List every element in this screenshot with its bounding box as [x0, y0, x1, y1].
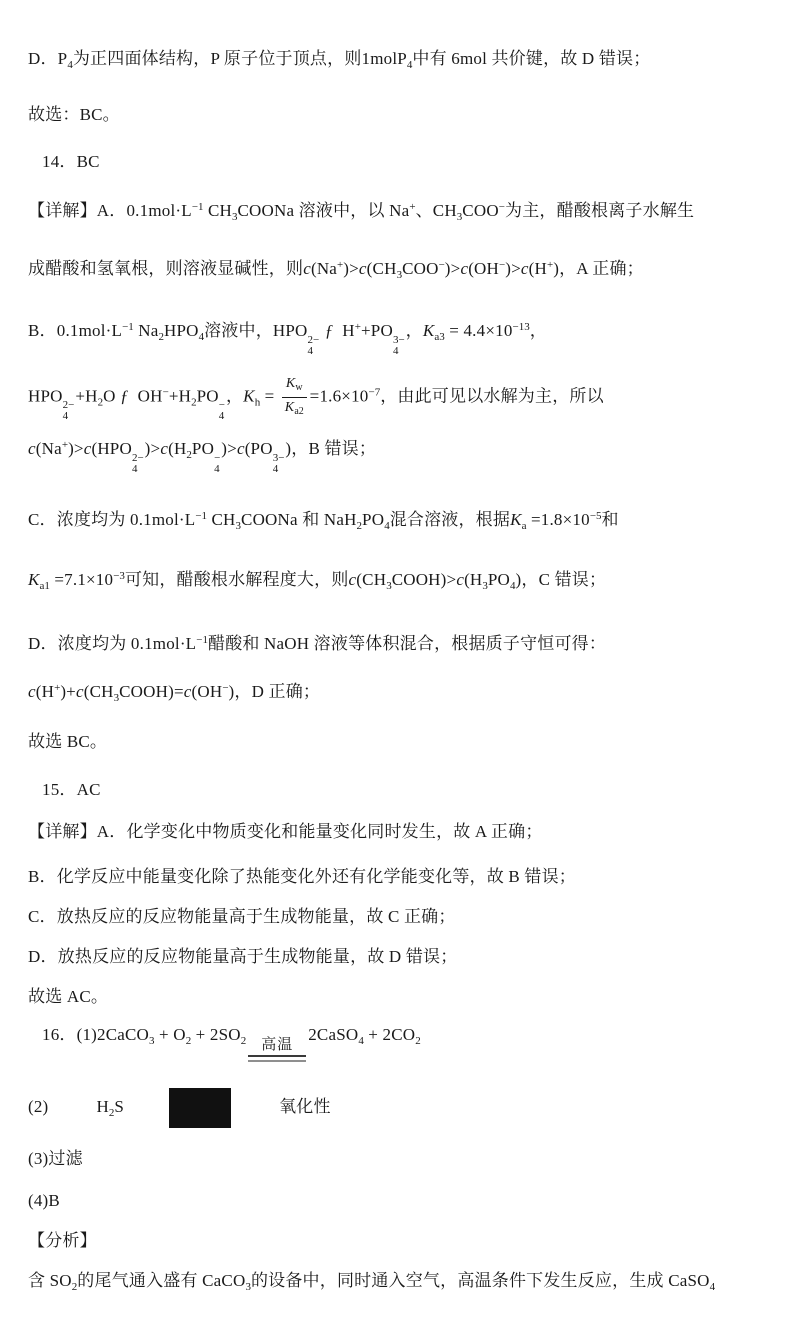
fraction-denominator	[285, 398, 304, 420]
fraction-numerator	[282, 375, 307, 398]
q16-part4-line: (4)B	[28, 1191, 60, 1211]
italic-math-symbol: K	[284, 400, 295, 415]
q16-part1-equation-line: 16．(1)2CaCO$_3$ + $O_2 + 2SO_2$ 高温 2CaSO$_4$ + $2CO_2$	[28, 1022, 770, 1062]
stacked-sub-sup	[273, 453, 285, 475]
italic-math-symbol: c	[236, 439, 245, 459]
stacked-superscript: −	[218, 399, 225, 412]
q15-answer-line: 15．AC	[42, 780, 101, 800]
q13-answer-line: 故选：BC。	[28, 105, 120, 124]
stacked-subscript: 4	[218, 410, 225, 423]
q14-detail-c-line2: $K_{a1} =7.1\times 10^{-3}$可知，醋酸根水解程度大，则$c(CH_3COOH)>c(H_3PO_4)$，C 错误；	[28, 570, 607, 593]
italic-math-symbol: c	[75, 682, 84, 702]
subscript: 4	[384, 520, 390, 533]
superscript: −13	[512, 321, 530, 333]
superscript: −	[438, 259, 445, 271]
q14-detail-b-line3: c(Na+)>c(HPO 2− 4 )$>c(H_2PO$ − 4 )>c(PO 3− 4 )，B 错误；	[28, 439, 377, 476]
subscript: 3	[456, 211, 463, 223]
subscript: 4	[709, 1281, 716, 1294]
superscript: +	[61, 439, 69, 452]
q14-answer-line: 14．BC	[42, 152, 100, 171]
stacked-subscript: 4	[131, 463, 138, 476]
stacked-sub-sup	[132, 453, 144, 475]
stacked-subscript: 4	[62, 410, 69, 423]
q16-analysis-line: 含 $SO_2$的尾气通入盛有 CaCO$_3$的设备中，同时通入空气，高温条件下发生反应，生成 CaSO$_4$	[28, 1271, 716, 1294]
q14-conclusion-line: 故选 BC。	[28, 732, 108, 752]
stacked-superscript: 3−	[392, 334, 405, 346]
subscript: 4	[406, 59, 413, 71]
superscript: +	[54, 682, 61, 695]
q14-detail-c-line1: C．浓度均为 $0.1mol\cdot L^{-1}$ $CH_3COONa$ 和 $NaH_2PO_4$混合溶液，根据$K_a =1.8\times 10^{-5}$和	[28, 510, 619, 533]
italic-math-symbol: ƒ	[120, 386, 129, 406]
stacked-superscript: 3−	[272, 452, 285, 465]
italic-math-symbol: c	[183, 682, 192, 702]
italic-math-symbol: K	[422, 321, 435, 340]
q16-analysis-heading: 【分析】	[28, 1231, 97, 1251]
subscript: 2	[191, 396, 197, 409]
subscript: 4	[67, 59, 73, 71]
superscript: −5	[589, 510, 602, 523]
subscript: 4	[198, 331, 205, 343]
subscript: 2	[356, 520, 363, 533]
superscript: −1	[195, 510, 208, 523]
subscript: 3	[386, 580, 392, 593]
italic-math-symbol: K	[510, 510, 522, 530]
q14-detail-b-line1: B．$0.1mol\cdot L^{-1}$ $Na_2HPO_4$溶液中，HPO 2− 4 ƒ H++PO 3− 4 ，$K_{a3} = 4.4\times 10^{-13}$，	[28, 321, 547, 357]
superscript: −	[222, 682, 229, 695]
stacked-subscript: 4	[392, 345, 399, 357]
q14-detail-d-line1: D．浓度均为 $0.1mol\cdot L^{-1}$醋酸和 NaOH 溶液等体积混合，根据质子守恒可得：	[28, 634, 607, 654]
stacked-subscript: 4	[272, 463, 279, 476]
stacked-superscript: 2−	[62, 399, 75, 412]
superscript: −1	[196, 634, 208, 647]
subscript: 3	[232, 211, 238, 223]
redacted-answer-box	[169, 1088, 231, 1128]
italic-math-symbol: c	[160, 439, 169, 459]
superscript: −7	[368, 386, 381, 399]
superscript: −1	[122, 321, 134, 333]
q14-detail-a-line1: 【详解】A．$0.1mol\cdot L^{-1}$ $CH_3COONa$ 溶液中，以 Na+、$CH_3COO^-$为主，醋酸根离子水解生	[28, 201, 695, 223]
italic-math-symbol: ƒ	[324, 321, 334, 340]
reaction-condition-label: 高温	[261, 1037, 294, 1054]
q15-detail-b-line: B．化学反应中能量变化除了热能变化外还有化学能变化等，故 B 错误；	[28, 867, 576, 887]
italic-math-symbol: K	[285, 376, 296, 391]
subscript: 2	[240, 1035, 247, 1048]
reaction-condition	[248, 1036, 306, 1062]
stacked-sub-sup	[63, 400, 75, 422]
q16-part2-line: (2) $H_2S$ 氧化性	[28, 1088, 770, 1128]
superscript: −1	[191, 201, 204, 213]
q15-conclusion-line: 故选 AC。	[28, 987, 109, 1007]
q14-detail-b-line2: HPO 2− 4 $+H_2O$ ƒ $OH^-+H_2PO$ − 4 ，$K_h$ = $\frac{K_w}{K_{a2}}$ $=1.6\times 10^{-7}$，由此可见以水解为主，所以	[28, 376, 604, 423]
q14-detail-a-line2: 成醋酸和氢氧根，则溶液显碱性，则$c(Na^+)>c(CH_3COO^-)>c(OH^-)>c(H^+)$，A 正确；	[28, 259, 644, 281]
subscript: a3	[434, 331, 445, 343]
italic-math-symbol: K	[243, 386, 255, 406]
superscript: −	[499, 259, 506, 271]
italic-math-symbol: c	[28, 439, 36, 459]
stacked-superscript: 2−	[131, 452, 144, 465]
italic-math-symbol: c	[28, 682, 36, 702]
q14-detail-d-line2: $c(H^+)+c(CH_3COOH)=c(OH^-)$，D 正确；	[28, 682, 321, 705]
superscript: +	[546, 259, 554, 271]
italic-math-symbol: c	[303, 259, 311, 278]
q15-detail-d-line: D．放热反应的反应物能量高于生成物能量，故 D 错误；	[28, 947, 458, 967]
subscript: 2	[186, 449, 192, 462]
stacked-subscript: 4	[307, 345, 314, 357]
stacked-sub-sup	[214, 453, 220, 475]
subscript: w	[295, 382, 303, 393]
subscript: 3	[482, 580, 488, 593]
subscript: a2	[294, 406, 304, 417]
italic-math-symbol: c	[520, 259, 529, 278]
subscript: 2	[415, 1035, 421, 1048]
double-line	[248, 1055, 306, 1062]
stacked-sub-sup	[308, 335, 320, 357]
italic-math-symbol: c	[348, 570, 357, 590]
subscript: a1	[39, 580, 50, 593]
stacked-sub-sup	[219, 400, 225, 422]
italic-math-symbol: c	[83, 439, 92, 459]
subscript: 2	[108, 1107, 115, 1120]
subscript: h	[254, 396, 261, 409]
subscript: 3	[245, 1281, 251, 1294]
subscript: 2	[158, 331, 164, 343]
subscript: 4	[358, 1035, 364, 1048]
stacked-superscript: 2−	[307, 334, 320, 346]
q13-option-d-line: D．$P_4$为正四面体结构，P 原子位于顶点，则1molP$_4$中有 6mol 共价键，故 D 错误；	[28, 49, 651, 71]
stacked-subscript: 4	[214, 463, 220, 476]
subscript: 3	[396, 269, 403, 281]
subscript: 3	[235, 520, 242, 533]
italic-math-symbol: c	[456, 570, 465, 590]
italic-math-symbol: K	[28, 570, 40, 590]
q15-detail-a-line: 【详解】A．化学变化中物质变化和能量变化同时发生，故 A 正确；	[28, 822, 543, 842]
q15-detail-c-line: C．放热反应的反应物能量高于生成物能量，故 C 正确；	[28, 907, 456, 927]
q16-part3-line: (3)过滤	[28, 1149, 83, 1169]
italic-math-symbol: c	[460, 259, 469, 278]
subscript: 2	[71, 1281, 78, 1294]
superscript: +	[337, 259, 344, 271]
superscript: −3	[113, 570, 125, 583]
subscript: 2	[97, 396, 104, 409]
subscript: 2	[185, 1035, 192, 1048]
stacked-sub-sup	[393, 335, 405, 357]
superscript: −	[162, 386, 169, 399]
superscript: +	[354, 321, 362, 333]
superscript: +	[409, 201, 416, 213]
italic-math-symbol: c	[358, 259, 367, 278]
subscript: 3	[113, 692, 120, 705]
subscript: a	[521, 520, 527, 533]
fraction	[282, 375, 307, 420]
subscript: 3	[149, 1035, 155, 1048]
superscript: −	[498, 201, 506, 213]
stacked-superscript: −	[214, 452, 221, 465]
subscript: 4	[510, 580, 516, 593]
